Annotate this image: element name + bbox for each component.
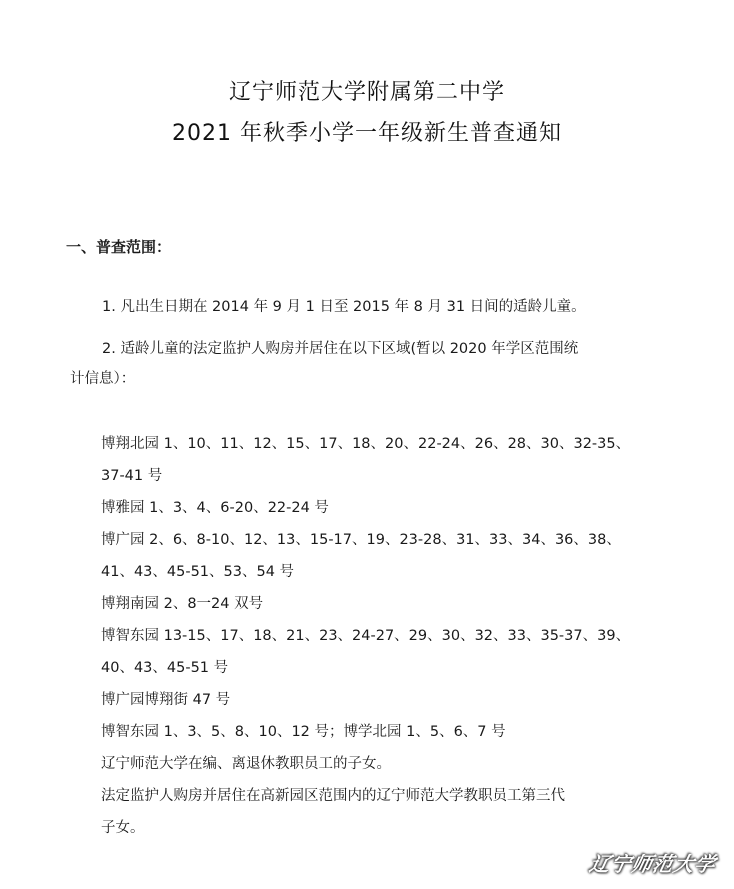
area-line: 博智东园 13-15、17、18、21、23、24-27、29、30、32、33、35-37、39、 xyxy=(101,628,631,644)
area-list xyxy=(101,428,631,844)
area-line: 40、43、45-51 号 xyxy=(101,660,229,676)
watermark-logo: 辽宁师范大学 xyxy=(587,852,719,876)
area-line: 辽宁师范大学在编、离退休教职员工的子女。 xyxy=(101,756,391,772)
document-subtitle: 2021 年秋季小学一年级新生普查通知 xyxy=(172,121,562,146)
criteria-item-2 xyxy=(70,334,630,394)
area-line: 博翔北园 1、10、11、12、15、17、18、20、22-24、26、28、30、32-35、 xyxy=(101,436,631,452)
area-line: 子女。 xyxy=(101,820,145,836)
area-line: 博智东园 1、3、5、8、10、12 号；博学北园 1、5、6、7 号 xyxy=(101,724,506,740)
criteria-item-1-text: 1. 凡出生日期在 2014 年 9 月 1 日至 2015 年 8 月 31 日间的适龄儿童。 xyxy=(102,299,586,315)
area-line: 37-41 号 xyxy=(101,468,163,484)
section-heading: 一、普查范围： xyxy=(66,238,172,256)
area-line: 博广园博翔街 47 号 xyxy=(101,692,231,708)
document-title: 辽宁师范大学附属第二中学 xyxy=(228,80,505,105)
criteria-item-2-line1: 2. 适龄儿童的法定监护人购房并居住在以下区域(暂以 2020 年学区范围统 xyxy=(102,341,579,357)
area-line: 41、43、45-51、53、54 号 xyxy=(101,564,295,580)
area-line: 博广园 2、6、8-10、12、13、15-17、19、23-28、31、33、34、36、38、 xyxy=(101,532,621,548)
area-line: 博雅园 1、3、4、6-20、22-24 号 xyxy=(101,500,329,516)
area-line: 法定监护人购房并居住在高新园区范围内的辽宁师范大学教职员工第三代 xyxy=(101,788,565,804)
criteria-item-2-line2: 计信息）： xyxy=(70,371,136,387)
area-line: 博翔南园 2、8一24 双号 xyxy=(101,596,264,612)
criteria-item-1 xyxy=(70,292,630,322)
